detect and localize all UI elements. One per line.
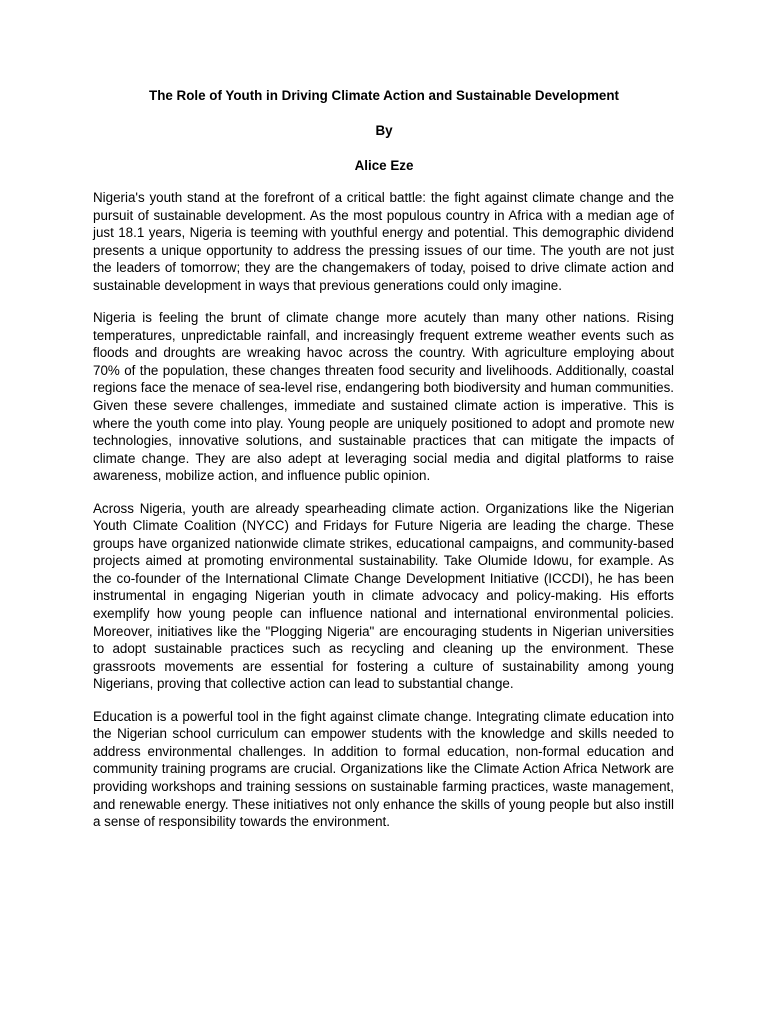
document-title: The Role of Youth in Driving Climate Action and Sustainable Development — [149, 88, 619, 103]
author-name: Alice Eze — [354, 158, 414, 173]
paragraph: Nigeria is feeling the brunt of climate change more acutely than many other nations. Rising temperatures, unpredictable rainfall, and increasingly frequent extreme weather events such as floods and droughts are wreaking havoc across the country. With agriculture employing about 70% of the population, these changes threaten food security and livelihoods. Additionally, coastal regions face the menace of sea-level rise, endangering both biodiversity and human communities. Given these severe challenges, immediate and sustained climate action is imperative. This is where the youth come into play. Young people are uniquely positioned to adopt and promote new technologies, innovative solutions, and sustainable practices that can mitigate the impacts of climate change. They are also adept at leveraging social media and digital platforms to raise awareness, mobilize action, and influence public opinion. — [93, 310, 674, 484]
paragraph: Nigeria's youth stand at the forefront of a critical battle: the fight against climate change and the pursuit of sustainable development. As the most populous country in Africa with a median age of just 18.1 years, Nigeria is teeming with youthful energy and potential. This demographic dividend presents a unique opportunity to address the pressing issues of our time. The youth are not just the leaders of tomorrow; they are the changemakers of today, poised to drive climate action and sustainable development in ways that previous generations could only imagine. — [93, 190, 674, 293]
document-body — [93, 189, 674, 845]
byline: By — [375, 123, 393, 138]
paragraph: Education is a powerful tool in the fight against climate change. Integrating climate education into the Nigerian school curriculum can empower students with the knowledge and skills needed to address environmental challenges. In addition to formal education, non-formal education and community training programs are crucial. Organizations like the Climate Action Africa Network are providing workshops and training sessions on sustainable farming practices, waste management, and renewable energy. These initiatives not only enhance the skills of young people but also instill a sense of responsibility towards the environment. — [93, 708, 674, 830]
paragraph: Across Nigeria, youth are already spearheading climate action. Organizations like the Nigerian Youth Climate Coalition (NYCC) and Fridays for Future Nigeria are leading the charge. These groups have organized nationwide climate strikes, educational campaigns, and community-based projects aimed at promoting environmental sustainability. Take Olumide Idowu, for example. As the co-founder of the International Climate Change Development Initiative (ICCDI), he has been instrumental in engaging Nigerian youth in climate advocacy and policy-making. His efforts exemplify how young people can influence national and international environmental policies. Moreover, initiatives like the "Plogging Nigeria" are encouraging students in Nigerian universities to adopt sustainable practices such as recycling and cleaning up the environment. These grassroots movements are essential for fostering a culture of sustainability among young Nigerians, proving that collective action can lead to substantial change. — [93, 500, 674, 692]
